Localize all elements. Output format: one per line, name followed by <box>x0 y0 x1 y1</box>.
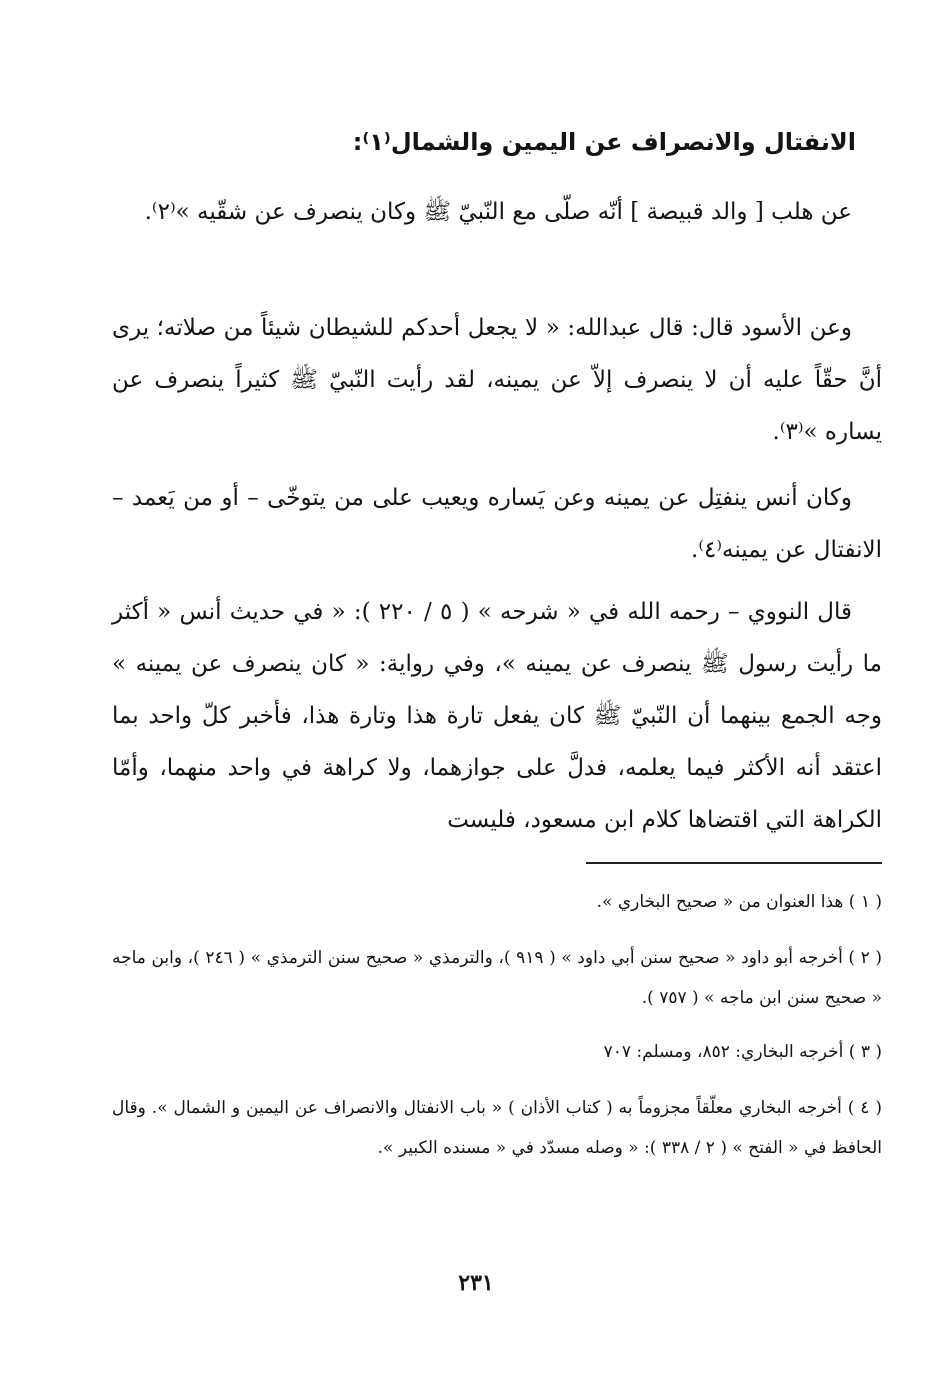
paragraph-text: وكان أنس ينفتِل عن يمينه وعن يَساره ويعيب على من يتوخّى – أو من يَعمد – الانفتال عن يمينه⁽٤⁾. <box>112 485 882 563</box>
footnote-2: ( ٢ ) أخرجه أبو داود « صحيح سنن أبي داود » ( ٩١٩ )، والترمذي « صحيح سنن الترمذي » ( ٢٤٦ )، وابن ماجه « صحيح سنن ابن ماجه » ( ٧٥٧ ). <box>112 948 882 1008</box>
page-number: ٢٣١ <box>458 1270 494 1296</box>
paragraph-text: قال النووي – رحمه الله في « شرحه » ( ٥ / ٢٢٠ ): « في حديث أنس « أكثر ما رأيت رسول ﷺ ينصرف عن يمينه »، وفي رواية: « كان ينصرف عن يمينه » وجه الجمع بينهما أن النّبيّ ﷺ كان يفعل تارة هذا وتارة هذا، فأخبر كلّ واحد بما اعتقد أنه الأكثر فيما يعلمه، فدلَّ على جوازهما، ولا كراهة في واحد منهما، وأمّا الكراهة التي اقتضاها كلام ابن مسعود، فليست <box>112 599 882 833</box>
paragraph-text: عن هلب [ والد قبيصة ] أنّه صلّى مع النّبيّ ﷺ وكان ينصرف عن شقّيه »⁽٢⁾. <box>144 199 852 225</box>
footnote-4: ( ٤ ) أخرجه البخاري معلّقاً مجزوماً به ( كتاب الأذان ) « باب الانفتال والانصراف عن اليمين و الشمال ». وقال الحافظ في « الفتح » ( ٢ / ٣٣٨ ): « وصله مسدّد في « مسنده الكبير ». <box>112 1098 882 1158</box>
footnote-divider <box>586 862 882 864</box>
paragraph-3 <box>112 472 882 576</box>
paragraph-1 <box>112 186 882 238</box>
paragraph-text: وعن الأسود قال: قال عبدالله: « لا يجعل أحدكم للشيطان شيئاً من صلاته؛ يرى أنَّ حقّاً عليه أن لا ينصرف إلاّ عن يمينه، لقد رأيت النّبيّ ﷺ كثيراً ينصرف عن يساره »⁽٣⁾. <box>112 315 882 445</box>
footnote-1: ( ١ ) هذا العنوان من « صحيح البخاري ». <box>596 892 882 912</box>
footnote-3: ( ٣ ) أخرجه البخاري: ٨٥٢، ومسلم: ٧٠٧ <box>603 1042 882 1062</box>
section-heading: الانفتال والانصراف عن اليمين والشمال⁽١⁾: <box>352 128 856 156</box>
paragraph-2 <box>112 302 882 458</box>
paragraph-4 <box>112 586 882 846</box>
